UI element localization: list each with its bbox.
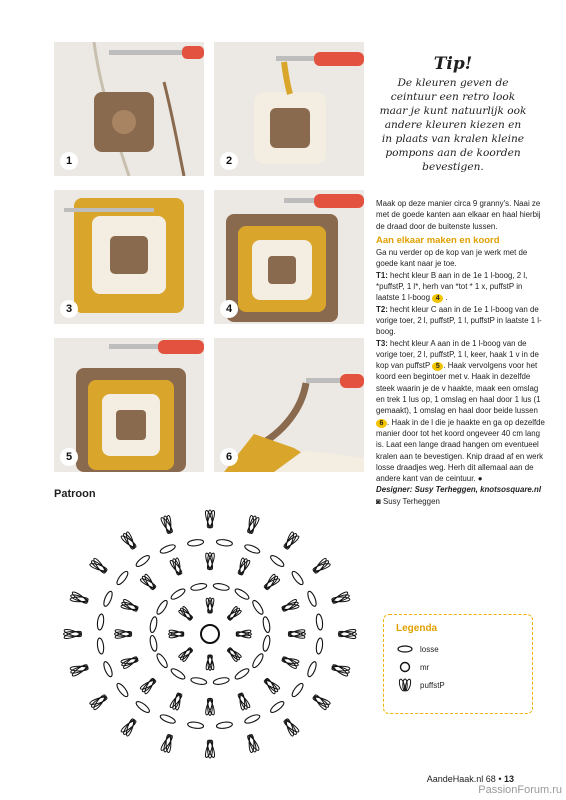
photo-step-2 [214, 42, 364, 176]
puff-stitch-icon [120, 598, 141, 615]
puff-stitch-icon [225, 605, 243, 623]
round-1-instruction: T1: hecht kleur B aan in de 1e 1 l-boog, 2 l, *puffstP, 1 l*, herh van *tot * 1 x, puffstP in laatste 1 l-boog 4 . [376, 270, 528, 303]
designer-credit: Designer: Susy Terheggen, knotsosquare.nl [376, 485, 542, 495]
puff-stitch-icon [330, 661, 351, 678]
chain-oval-icon [315, 638, 323, 655]
puff-stitch-icon [138, 675, 159, 696]
tip-text: De kleuren geven de ceintuur een retro look maar je kunt natuurlijk ook andere kleuren kiezen en in plaats van kralen kleine pompons aan de koorden bevestigen. [379, 77, 527, 173]
chain-oval-icon [244, 713, 261, 725]
step-number-badge: 6 [220, 448, 238, 466]
chain-oval-icon [251, 652, 265, 669]
chain-oval-icon [290, 682, 305, 698]
chain-oval-icon [170, 587, 187, 601]
puff-stitch-icon [69, 590, 90, 607]
photo-step-4 [214, 190, 364, 324]
chain-oval-icon [190, 582, 207, 591]
chain-oval-icon [159, 713, 176, 725]
chain-oval-icon [102, 590, 114, 607]
puff-stitch-icon [204, 740, 216, 759]
puff-stitch-icon [63, 628, 82, 640]
puff-stitch-icon [177, 645, 195, 663]
intro-paragraph: Maak op deze manier circa 9 granny's. Naai ze met de goede kanten aan elkaar en haal hierbij de draad door de buitenste lussen. [376, 199, 541, 231]
round-text: hecht kleur A aan in de 1 l-boog van de vorige toer, 2 l, puffstP, 1 l, keer, haak 1 v in de kop van puffstP [376, 338, 539, 371]
puff-stitch-icon [280, 598, 301, 615]
chain-oval-icon [251, 599, 265, 616]
chain-oval-icon [213, 677, 230, 686]
photo-step-3 [54, 190, 204, 324]
photo-credit-text: Susy Terheggen [382, 496, 440, 506]
footer-bullet: • [498, 774, 502, 784]
puff-stitch-icon [138, 572, 159, 593]
end-mark-icon: ● [477, 474, 483, 484]
chain-oval-icon [269, 554, 285, 569]
puff-stitch-icon [235, 556, 252, 577]
round-label: T1: [376, 270, 388, 280]
page-number: 13 [503, 774, 514, 784]
instructions-column [376, 198, 546, 507]
chain-oval-icon [262, 635, 271, 652]
puff-stitch-icon [168, 556, 185, 577]
puff-stitch-icon [88, 691, 110, 712]
chain-oval-icon [135, 554, 151, 569]
puff-stitch-icon [69, 661, 90, 678]
tip-title: Tip! [433, 54, 473, 74]
round-label: T3: [376, 338, 388, 348]
round-text-continued: Haak vervolgens voor het koord een begintoer met v. Haak in dezelfde steek waarin je de v haakte, maak een omslag en trek 1 lus op, 1 omslag en haal door 1 lus (1 gemaakt), 1 omslag en haal door beide lussen [376, 361, 541, 416]
chart-marks [63, 510, 356, 758]
section-heading: Aan elkaar maken en koord [376, 234, 500, 246]
chain-oval-icon [97, 638, 105, 655]
legend-label: puffstP [420, 680, 445, 690]
chain-oval-icon [190, 677, 207, 686]
chain-oval-icon [306, 661, 318, 678]
chain-oval-icon [187, 721, 204, 729]
puff-stitch-icon [244, 733, 261, 754]
chain-oval-icon [97, 614, 105, 631]
puff-stitch-icon [159, 733, 176, 754]
chain-oval-icon [135, 700, 151, 715]
chain-oval-icon [187, 539, 204, 547]
magic-ring-icon [396, 660, 414, 674]
chain-oval-icon [315, 614, 323, 631]
round-text: hecht kleur C aan in de 1e 1 l-boog van de vorige toer, 2 l, puffstP, 1 l, puffstP in laatste 1 l-boog. [376, 304, 542, 337]
step-number-badge: 3 [60, 300, 78, 318]
instruction-paragraph: Ga nu verder op de kop van je werk met de goede kant naar je toe. [376, 248, 528, 269]
round-text-end: . Haak in de l die je haakte en ga op dezelfde manier door tot het koord ongeveer 40 cm lang is. Laat een lange draad hangen om eventueel kralen aan te bevestigen. Knip draad af en werk losse draadjes weg. Herh dit allemaal aan de andere kant van de ceintuur. [376, 417, 545, 484]
puff-stitch-icon [114, 628, 132, 639]
step-number-badge: 2 [220, 152, 238, 170]
puff-stitch-icon [396, 678, 414, 692]
round-2-instruction [376, 304, 546, 338]
chain-oval-icon [159, 543, 176, 555]
chain-oval-icon [244, 543, 261, 555]
tip-box [378, 54, 528, 174]
puff-stitch-icon [310, 691, 332, 712]
puff-stitch-icon [280, 530, 301, 552]
crochet-pattern-chart [60, 505, 360, 763]
puff-stitch-icon [168, 629, 184, 639]
puff-stitch-icon [119, 716, 140, 738]
puff-stitch-icon [204, 510, 216, 529]
step-number-badge: 4 [220, 300, 238, 318]
puff-stitch-icon [205, 655, 215, 671]
chain-oval-icon [149, 635, 158, 652]
puff-stitch-icon [261, 675, 282, 696]
step-number-badge: 5 [60, 448, 78, 466]
chain-oval-icon [234, 587, 251, 601]
page-footer [427, 774, 514, 784]
legend-item-losse [396, 640, 520, 658]
legend-label: mr [420, 662, 430, 672]
chain-oval-icon [155, 652, 169, 669]
chain-oval-icon [216, 539, 233, 547]
legend-title: Legenda [396, 623, 438, 634]
photo-marker-badge: 6 [376, 419, 387, 428]
chain-oval-icon [269, 700, 285, 715]
chain-oval-icon [290, 570, 305, 586]
photo-marker-badge: 4 [432, 294, 443, 303]
chain-oval-icon [149, 616, 158, 633]
round-3-instruction: T3: hecht kleur A aan in de 1 l-boog van de vorige toer, 2 l, puffstP, 1 l, keer, haak 1 v in de kop van puffstP 5 . Haak vervolgens voor het koord een begintoer met v. Haak in dezelfde steek waarin je de v haakte, maak een omslag en trek 1 lus op, 1 omslag en haal door 1 lus (1 gemaakt), 1 omslag en haal door beide lussen 6 . Haak in de l die je haakte en ga op dezelfde manier door tot het koord ongeveer 40 cm lang is. Laat een lange draad hangen om eventueel kralen aan te bevestigen. Knip draad af en werk losse draadjes weg. Herh dit allemaal aan de andere kant van de ceintuur. ● [376, 338, 545, 484]
magazine-site: AandeHaak.nl 68 [426, 774, 496, 784]
puff-stitch-icon [236, 629, 252, 639]
magic-ring-icon [201, 625, 219, 643]
legend-box [383, 614, 533, 714]
watermark: PassionForum.ru [478, 784, 562, 796]
puff-stitch-icon [120, 653, 141, 670]
chain-oval-icon [262, 616, 271, 633]
puff-stitch-icon [338, 628, 357, 640]
puff-stitch-icon [119, 530, 140, 552]
puff-stitch-icon [280, 716, 301, 738]
chain-oval-icon [115, 570, 130, 586]
legend-item-puffstp [396, 676, 520, 694]
chain-oval-icon [216, 721, 233, 729]
puff-stitch-icon [159, 514, 176, 535]
puff-stitch-icon [330, 590, 351, 607]
round-label: T2: [376, 304, 388, 314]
legend-item-mr [396, 658, 520, 676]
puff-stitch-icon [204, 698, 215, 716]
chain-oval-icon [115, 682, 130, 698]
chain-oval-icon [213, 582, 230, 591]
round-text: hecht kleur B aan in de 1e 1 l-boog, 2 l, *puffstP, 1 l*, herh van *tot * 1 x, puffstP in laatste 1 l-boog [376, 270, 528, 303]
legend-label: losse [420, 644, 439, 654]
photo-step-5 [54, 338, 204, 472]
pattern-heading: Patroon [54, 488, 96, 500]
photo-step-1 [54, 42, 204, 176]
puff-stitch-icon [244, 514, 261, 535]
chain-oval-icon [396, 642, 414, 656]
puff-stitch-icon [177, 605, 195, 623]
puff-stitch-icon [88, 556, 110, 577]
chain-oval-icon [170, 667, 187, 681]
step-number-badge: 1 [60, 152, 78, 170]
chain-oval-icon [102, 661, 114, 678]
puff-stitch-icon [168, 691, 185, 712]
puff-stitch-icon [225, 645, 243, 663]
photo-credit [376, 496, 546, 507]
chain-oval-icon [306, 590, 318, 607]
puff-stitch-icon [288, 628, 306, 639]
puff-stitch-icon [235, 691, 252, 712]
photo-step-6 [214, 338, 364, 472]
chain-oval-icon [234, 667, 251, 681]
camera-icon: ◙ [376, 496, 383, 506]
photo-marker-badge: 5 [432, 362, 443, 371]
puff-stitch-icon [204, 552, 215, 570]
puff-stitch-icon [205, 598, 215, 614]
puff-stitch-icon [261, 572, 282, 593]
puff-stitch-icon [280, 653, 301, 670]
puff-stitch-icon [310, 556, 332, 577]
chain-oval-icon [155, 599, 169, 616]
